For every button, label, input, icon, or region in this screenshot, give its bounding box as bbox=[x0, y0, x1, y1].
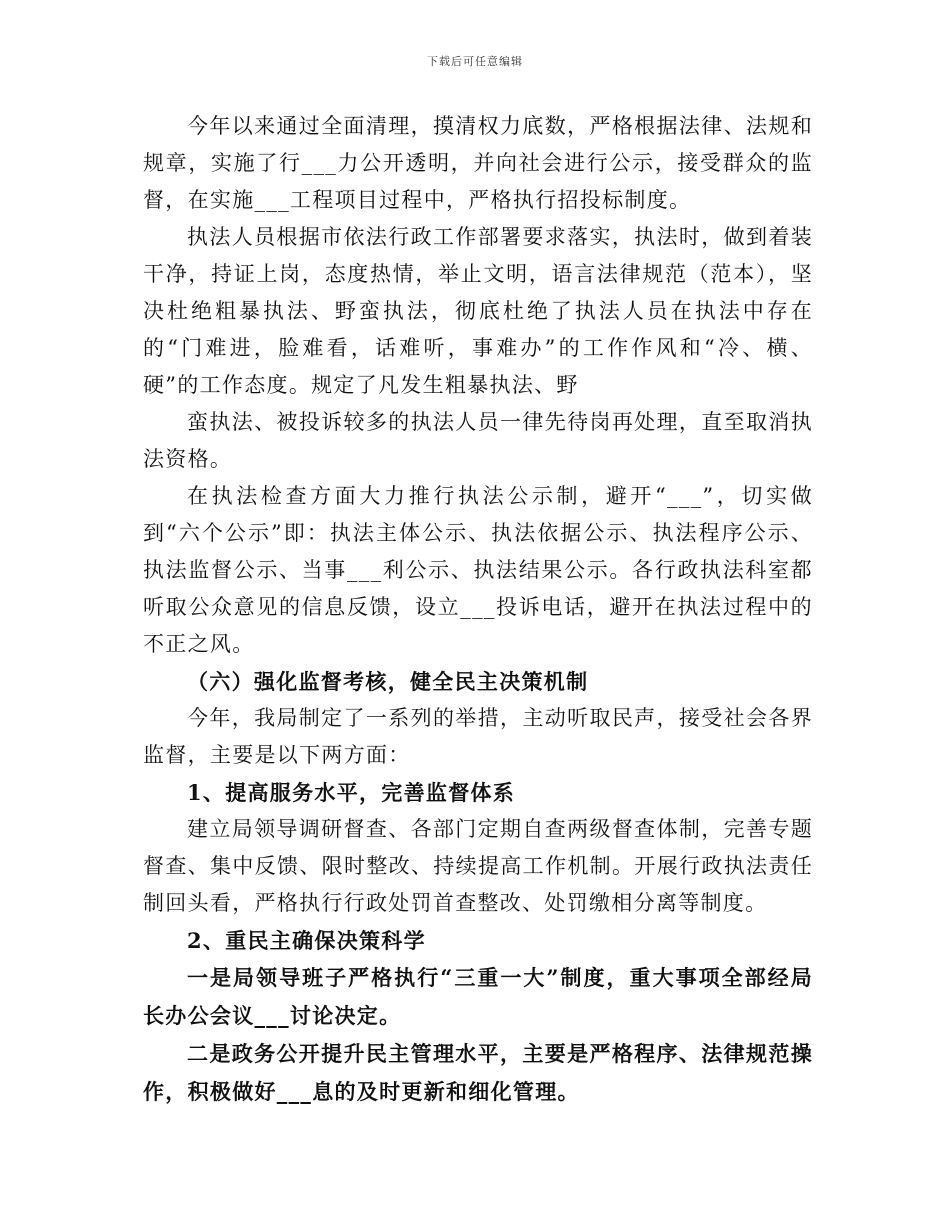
paragraph-enforcement-publicity: 在执法检查方面大力推行执法公示制，避开“___”，切实做到“六个公示”即：执法主体公示、执法依据公示、执法程序公示、执法监督公示、当事___利公示、执法结果公示。各行政执法科室都听取公众意见的信息反馈，设立___投诉电话，避开在执法过程中的不正之风。 bbox=[143, 484, 813, 656]
subheading-service-supervision: 1、提高服务水平，完善监督体系 bbox=[187, 780, 516, 805]
paragraph-government-openness: 二是政务公开提升民主管理水平，主要是严格程序、法律规范操作，积极做好___息的及时更新和细化管理。 bbox=[143, 1041, 813, 1104]
page-header-note: 下载后可任意编辑 bbox=[427, 55, 523, 68]
paragraph-measures-intro: 今年，我局制定了一系列的举措，主动听取民声，接受社会各界监督，主要是以下两方面： bbox=[143, 706, 813, 767]
paragraph-power-transparency: 今年以来通过全面清理，摸清权力底数，严格根据法律、法规和规章，实施了行___力公开透明，并向社会进行公示，接受群众的监督，在实施___工程项目过程中，严格执行招投标制度。 bbox=[143, 114, 813, 212]
paragraph-leadership-rule: 一是局领导班子严格执行“三重一大”制度，重大事项全部经局长办公会议___讨论决定。 bbox=[143, 965, 813, 1028]
document-body bbox=[143, 108, 813, 1111]
section-heading-six: （六）强化监督考核，健全民主决策机制 bbox=[187, 669, 589, 694]
subheading-democratic-decision: 2、重民主确保决策科学 bbox=[187, 928, 426, 953]
paragraph-enforcement-suspension: 蛮执法、被投诉较多的执法人员一律先待岗再处理，直至取消执法资格。 bbox=[143, 410, 813, 471]
paragraph-supervision-system: 建立局领导调研督查、各部门定期自查两级督查体制，完善专题督查、集中反馈、限时整改、持续提高工作机制。开展行政执法责任制回头看，严格执行行政处罚首查整改、处罚缴相分离等制度。 bbox=[143, 817, 813, 915]
paragraph-enforcement-conduct: 执法人员根据市依法行政工作部署要求落实，执法时，做到着装干净，持证上岗，态度热情，举止文明，语言法律规范（范本），坚决杜绝粗暴执法、野蛮执法，彻底杜绝了执法人员在执法中存在的“门难进，脸难看，话难听，事难办”的工作作风和“冷、横、硬”的工作态度。规定了凡发生粗暴执法、野 bbox=[143, 225, 813, 397]
